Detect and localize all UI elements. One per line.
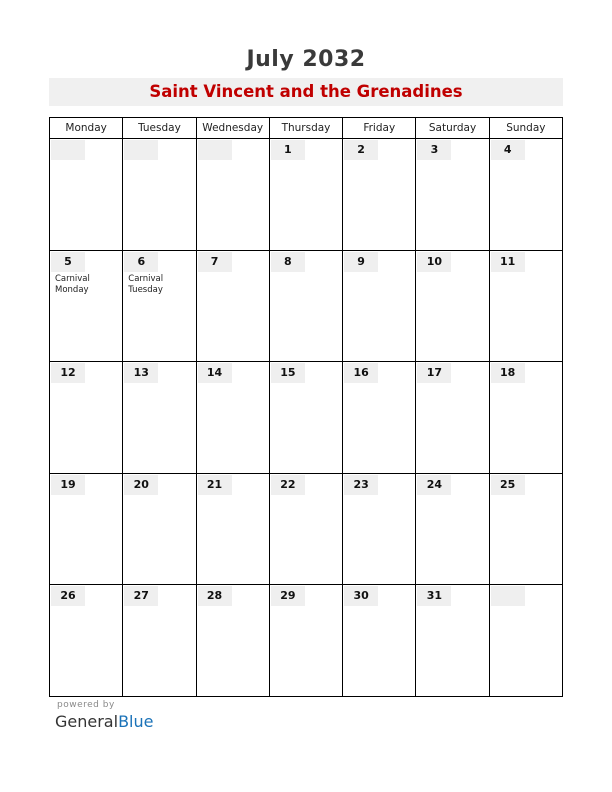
day-number: 24 xyxy=(417,475,451,495)
weekday-header: Sunday xyxy=(489,118,562,139)
day-number xyxy=(51,140,85,160)
day-cell[interactable] xyxy=(343,139,416,251)
day-cell[interactable] xyxy=(489,250,562,362)
day-cell[interactable] xyxy=(343,473,416,585)
day-number: 6 xyxy=(124,252,158,272)
weekday-header: Monday xyxy=(50,118,123,139)
day-cell[interactable] xyxy=(416,362,489,474)
day-cell[interactable] xyxy=(50,585,123,697)
day-cell[interactable] xyxy=(196,473,269,585)
day-number: 13 xyxy=(124,363,158,383)
day-number: 7 xyxy=(198,252,232,272)
brand-name-part1: General xyxy=(55,712,119,731)
day-number: 4 xyxy=(491,140,525,160)
day-cell[interactable] xyxy=(416,585,489,697)
day-number: 8 xyxy=(271,252,305,272)
day-cell[interactable] xyxy=(489,473,562,585)
day-cell[interactable] xyxy=(123,139,196,251)
day-number xyxy=(124,140,158,160)
day-cell[interactable] xyxy=(489,139,562,251)
day-number: 16 xyxy=(344,363,378,383)
day-cell[interactable] xyxy=(489,585,562,697)
day-number: 30 xyxy=(344,586,378,606)
calendar-grid xyxy=(49,117,563,697)
day-cell[interactable] xyxy=(343,250,416,362)
day-cell[interactable] xyxy=(416,250,489,362)
day-number: 29 xyxy=(271,586,305,606)
powered-by-label: powered by xyxy=(57,700,115,710)
day-number: 26 xyxy=(51,586,85,606)
day-number: 17 xyxy=(417,363,451,383)
day-cell[interactable] xyxy=(50,139,123,251)
weekday-header-row xyxy=(50,118,563,139)
day-cell[interactable] xyxy=(269,585,342,697)
weekday-header: Thursday xyxy=(269,118,342,139)
day-number: 31 xyxy=(417,586,451,606)
day-cell[interactable] xyxy=(123,362,196,474)
day-cell[interactable] xyxy=(50,250,123,362)
holiday-label: Carnival Tuesday xyxy=(128,273,164,295)
day-number: 1 xyxy=(271,140,305,160)
day-number: 12 xyxy=(51,363,85,383)
day-number: 15 xyxy=(271,363,305,383)
day-cell[interactable] xyxy=(123,585,196,697)
week-row xyxy=(50,139,563,251)
day-cell[interactable] xyxy=(269,362,342,474)
day-number: 18 xyxy=(491,363,525,383)
day-number: 25 xyxy=(491,475,525,495)
week-row xyxy=(50,362,563,474)
brand-logo[interactable] xyxy=(55,712,153,731)
day-number: 19 xyxy=(51,475,85,495)
day-cell[interactable] xyxy=(196,362,269,474)
day-cell[interactable] xyxy=(196,585,269,697)
day-cell[interactable] xyxy=(50,362,123,474)
day-number xyxy=(198,140,232,160)
day-number: 11 xyxy=(491,252,525,272)
day-number: 23 xyxy=(344,475,378,495)
weekday-header: Saturday xyxy=(416,118,489,139)
week-row xyxy=(50,250,563,362)
day-cell[interactable] xyxy=(269,250,342,362)
day-cell[interactable] xyxy=(123,473,196,585)
day-number: 22 xyxy=(271,475,305,495)
day-cell[interactable] xyxy=(416,473,489,585)
day-cell[interactable] xyxy=(50,473,123,585)
day-number: 3 xyxy=(417,140,451,160)
day-number: 21 xyxy=(198,475,232,495)
day-cell[interactable] xyxy=(196,250,269,362)
weekday-header: Friday xyxy=(343,118,416,139)
day-number: 14 xyxy=(198,363,232,383)
day-number: 9 xyxy=(344,252,378,272)
day-cell[interactable] xyxy=(343,585,416,697)
week-row xyxy=(50,473,563,585)
day-number: 28 xyxy=(198,586,232,606)
day-cell[interactable] xyxy=(343,362,416,474)
day-cell[interactable] xyxy=(123,250,196,362)
week-row xyxy=(50,585,563,697)
day-number xyxy=(491,586,525,606)
holiday-label: Carnival Monday xyxy=(55,273,90,295)
day-number: 2 xyxy=(344,140,378,160)
day-cell[interactable] xyxy=(196,139,269,251)
day-cell[interactable] xyxy=(489,362,562,474)
weekday-header: Wednesday xyxy=(196,118,269,139)
weekday-header: Tuesday xyxy=(123,118,196,139)
day-cell[interactable] xyxy=(269,473,342,585)
brand-name-part2: Blue xyxy=(118,712,154,731)
day-number: 20 xyxy=(124,475,158,495)
country-banner xyxy=(49,78,563,106)
day-cell[interactable] xyxy=(416,139,489,251)
day-number: 10 xyxy=(417,252,451,272)
day-cell[interactable] xyxy=(269,139,342,251)
day-number: 5 xyxy=(51,252,85,272)
page-title: July 2032 xyxy=(246,47,366,72)
day-number: 27 xyxy=(124,586,158,606)
country-name: Saint Vincent and the Grenadines xyxy=(149,82,463,101)
